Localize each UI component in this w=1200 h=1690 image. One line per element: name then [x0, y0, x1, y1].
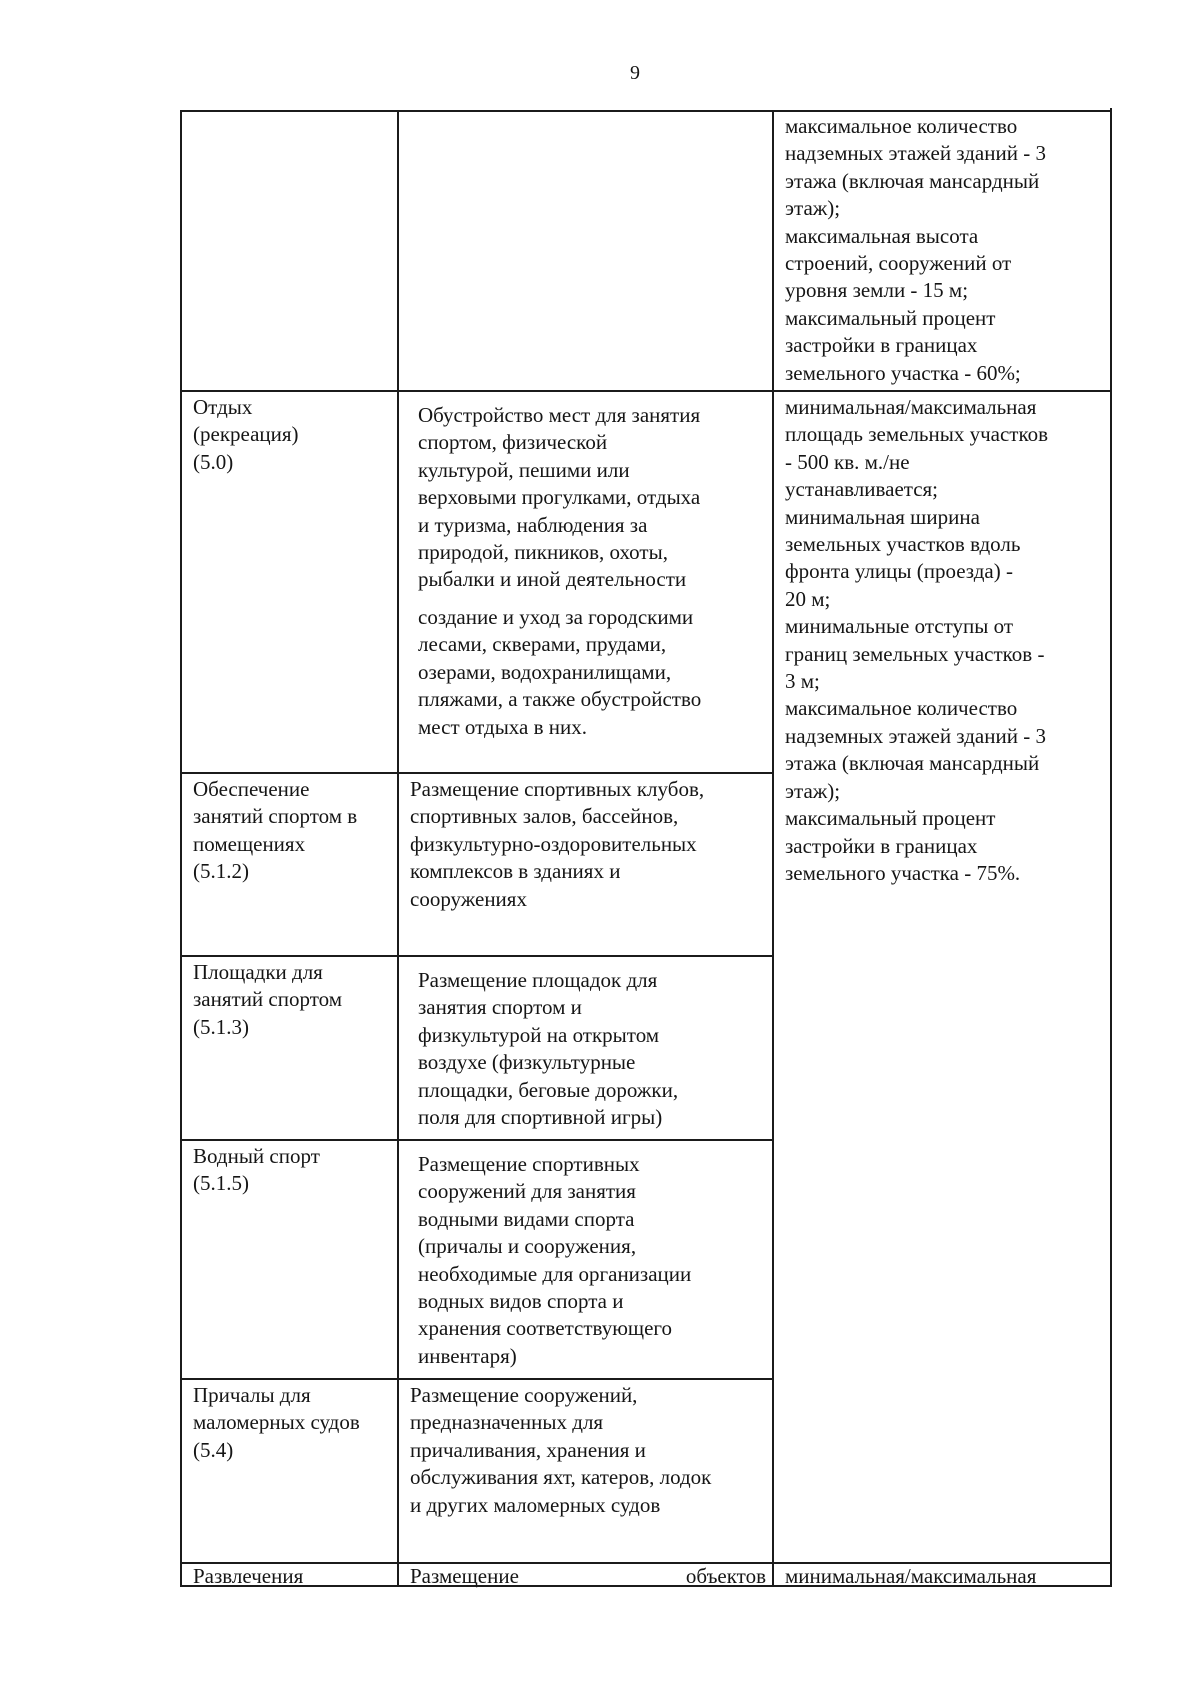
cell-description-water-sports: Размещение спортивных сооружений для занятия водными видами спорта (причалы и сооружения, необходимые для организации водных видов спорта и хранения соответствующего инвентаря)	[418, 1152, 692, 1368]
page-number: 9	[630, 62, 640, 84]
cell-description-recreation: Обустройство мест для занятия спортом, физической культурой, пешими или верховыми прогулками, отдыха и туризма, наблюдения за природой, пикников, охоты, рыбалки и иной деятельности	[418, 403, 701, 592]
cell-description-small-boat-moorings: Размещение сооружений, предназначенных для причаливания, хранения и обслуживания яхт, катеров, лодок и других маломерных судов	[410, 1383, 712, 1517]
cell-parameters-continued: максимальное количество надземных этажей зданий - 3 этажа (включая мансардный этаж); максимальная высота строений, сооружений от уровня земли - 15 м; максимальный процент застройки в границах земельного участка - 60%;	[785, 114, 1046, 385]
row-divider-5	[180, 1378, 774, 1380]
table-border-top	[180, 110, 1112, 112]
cell-name-water-sports: Водный спорт (5.1.5)	[193, 1144, 320, 1196]
cell-description-entertainment: Размещение объектов	[410, 1564, 766, 1588]
cell-name-entertainment: Развлечения	[193, 1564, 304, 1588]
row-divider-1	[180, 390, 1112, 392]
row-divider-2	[180, 772, 774, 774]
table-border-left	[180, 110, 182, 1587]
table-border-right	[1110, 108, 1112, 1587]
cell-name-indoor-sports: Обеспечение занятий спортом в помещениях (5.1.2)	[193, 777, 358, 884]
cell-parameters-entertainment: минимальная/максимальная	[785, 1564, 1037, 1588]
cell-name-sports-grounds: Площадки для занятий спортом (5.1.3)	[193, 960, 342, 1039]
row-divider-3	[180, 955, 774, 957]
table-column-divider-2	[772, 110, 774, 1587]
cell-name-recreation: Отдых (рекреация) (5.0)	[193, 395, 299, 474]
row-divider-4	[180, 1139, 774, 1141]
table-column-divider-1	[397, 110, 399, 1587]
cell-parameters-recreation: минимальная/максимальная площадь земельных участков - 500 кв. м./не устанавливается; минимальная ширина земельных участков вдоль фронта улицы (проезда) - 20 м; минимальные отступы от границ земельных участков - 3 м; максимальное количество надземных этажей зданий - 3 этажа (включая мансардный этаж); максимальный процент застройки в границах земельного участка - 75%.	[785, 395, 1049, 885]
cell-description-indoor-sports: Размещение спортивных клубов, спортивных залов, бассейнов, физкультурно-оздоровительных комплексов в зданиях и сооружениях	[410, 777, 705, 911]
cell-name-small-boat-moorings: Причалы для маломерных судов (5.4)	[193, 1383, 360, 1462]
cell-description-recreation-2: создание и уход за городскими лесами, скверами, прудами, озерами, водохранилищами, пляжами, а также обустройство мест отдыха в них.	[418, 605, 702, 739]
cell-description-sports-grounds: Размещение площадок для занятия спортом и физкультурой на открытом воздухе (физкультурные площадки, беговые дорожки, поля для спортивной игры)	[418, 968, 679, 1130]
